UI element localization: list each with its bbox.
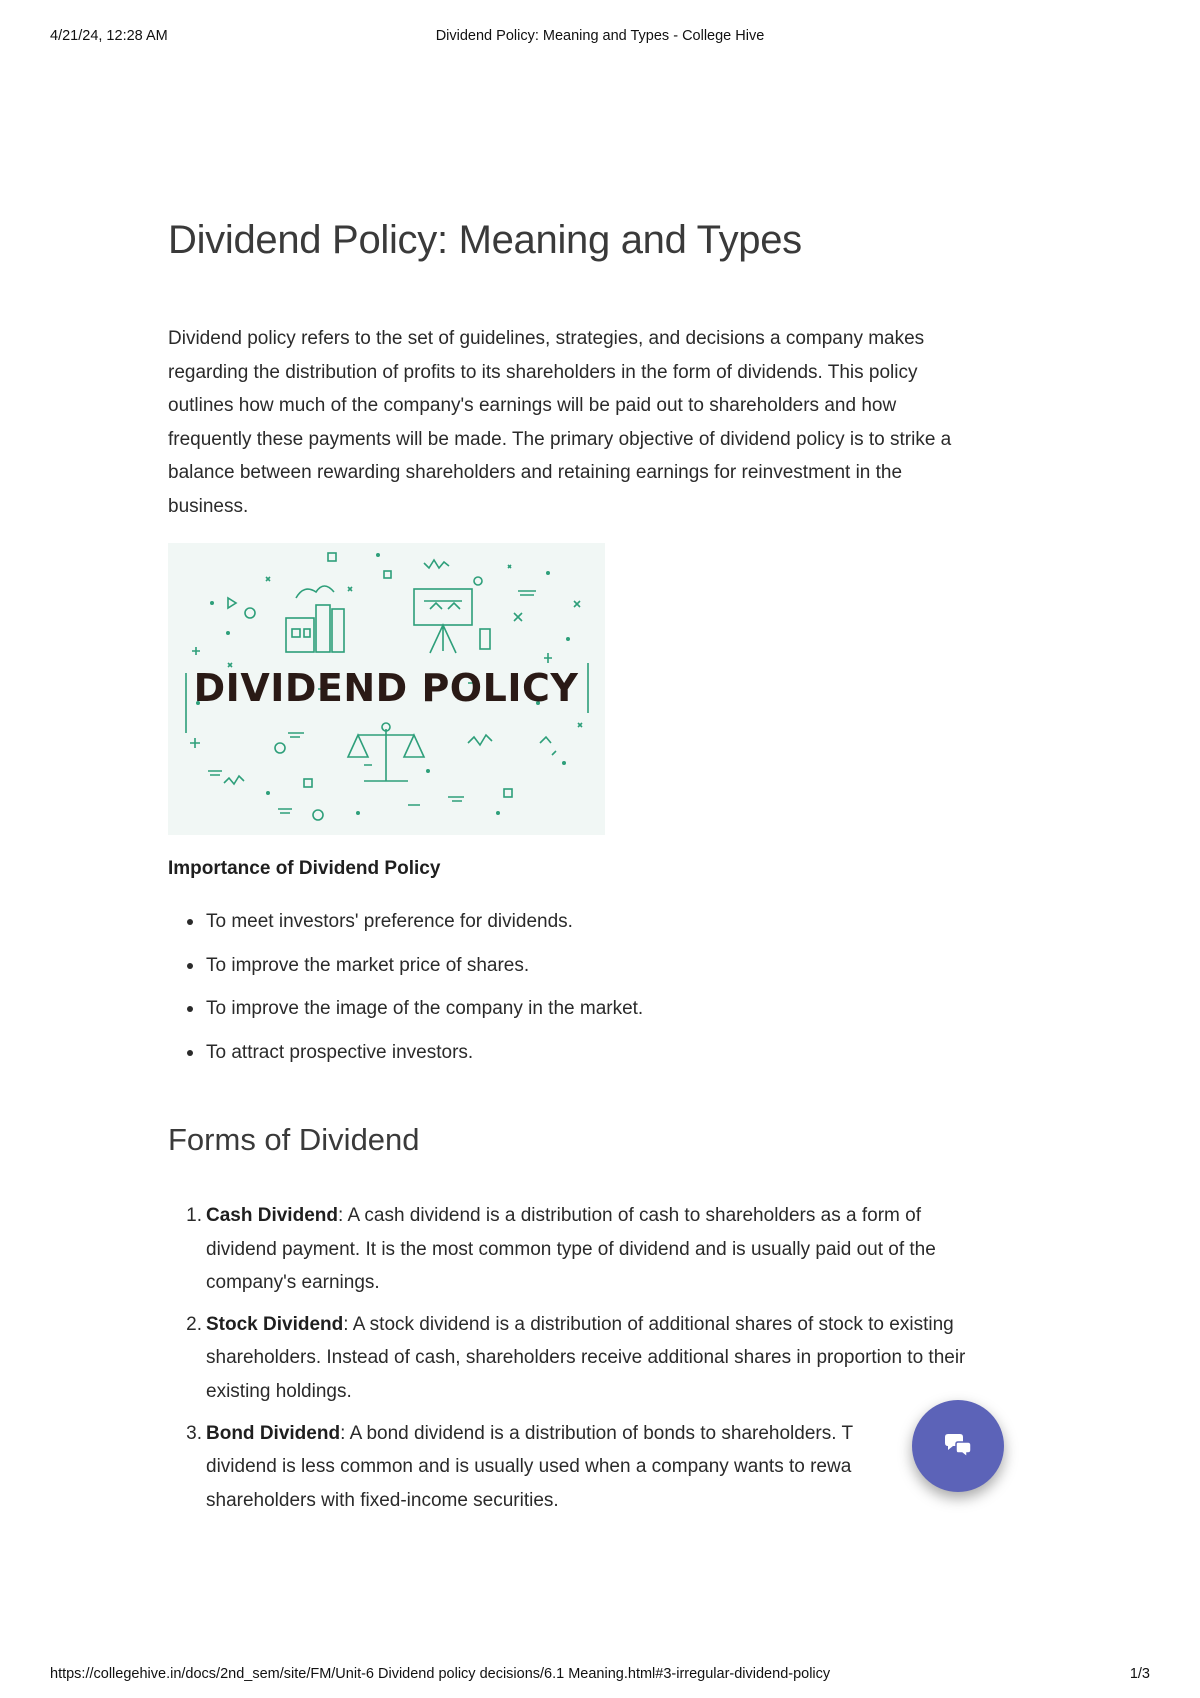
definition-line: dividend payment. It is the most common type of dividend and is usually paid out of the — [206, 1238, 936, 1260]
definition-line: company's earnings. — [206, 1272, 380, 1294]
intro-line: frequently these payments will be made. The primary objective of dividend policy is to strike a — [168, 428, 952, 450]
list-item: To improve the market price of shares. — [206, 952, 643, 996]
term: Cash Dividend — [206, 1205, 338, 1226]
print-footer — [50, 1666, 1150, 1686]
list-item: To meet investors' preference for dividends. — [206, 908, 643, 952]
forms-heading: Forms of Dividend — [168, 1122, 420, 1157]
chat-bubbles-icon — [943, 1433, 973, 1459]
definition-line: existing holdings. — [206, 1380, 352, 1402]
list-item: To improve the image of the company in the market. — [206, 995, 643, 1039]
definition-line: shareholders. Instead of cash, shareholders receive additional shares in proportion to their — [206, 1347, 966, 1369]
print-date: 4/21/24, 12:28 AM — [50, 28, 168, 44]
print-page-title: Dividend Policy: Meaning and Types - College Hive — [435, 28, 765, 44]
definition-line: : A bond dividend is a distribution of bonds to shareholders. T — [340, 1422, 854, 1444]
list-item — [186, 1308, 1038, 1409]
page-number: 1/3 — [1129, 1666, 1150, 1682]
item-number: 2. — [186, 1313, 202, 1335]
intro-paragraph — [168, 322, 1038, 524]
item-number: 3. — [186, 1422, 202, 1444]
intro-line: Dividend policy refers to the set of guidelines, strategies, and decisions a company makes — [168, 328, 925, 349]
presentation-board-icon — [414, 589, 472, 625]
print-header — [50, 28, 1150, 48]
illustration-title: DIVIDEND POLICY — [193, 666, 579, 710]
print-url: https://collegehive.in/docs/2nd_sem/site/FM/Unit-6 Dividend policy decisions/6.1 Meaning.html#3-irregular-dividend-policy — [50, 1666, 831, 1682]
list-item — [186, 1199, 1038, 1300]
illustration-graphic — [168, 543, 605, 835]
definition-line: : A cash dividend is a distribution of cash to shareholders as a form of — [337, 1205, 921, 1226]
importance-heading: Importance of Dividend Policy — [168, 858, 441, 879]
intro-line: outlines how much of the company's earnings will be paid out to shareholders and how — [168, 395, 897, 417]
dividend-policy-illustration — [168, 543, 605, 835]
item-number: 1. — [186, 1205, 202, 1226]
definition-line: dividend is less common and is usually used when a company wants to rewa — [206, 1456, 852, 1478]
importance-list — [168, 908, 643, 1082]
intro-line: business. — [168, 495, 249, 517]
forms-list — [168, 1199, 1038, 1525]
definition-line: : A stock dividend is a distribution of additional shares of stock to existing — [343, 1313, 954, 1335]
intro-line: balance between rewarding shareholders and retaining earnings for reinvestment in the — [168, 462, 903, 484]
term: Stock Dividend — [206, 1313, 344, 1335]
chat-button[interactable] — [912, 1400, 1004, 1492]
intro-line: regarding the distribution of profits to its shareholders in the form of dividends. This policy — [168, 361, 918, 383]
definition-line: shareholders with fixed-income securities. — [206, 1489, 559, 1511]
term: Bond Dividend — [206, 1422, 341, 1444]
page-title: Dividend Policy: Meaning and Types — [168, 218, 802, 262]
list-item: To attract prospective investors. — [206, 1039, 643, 1083]
